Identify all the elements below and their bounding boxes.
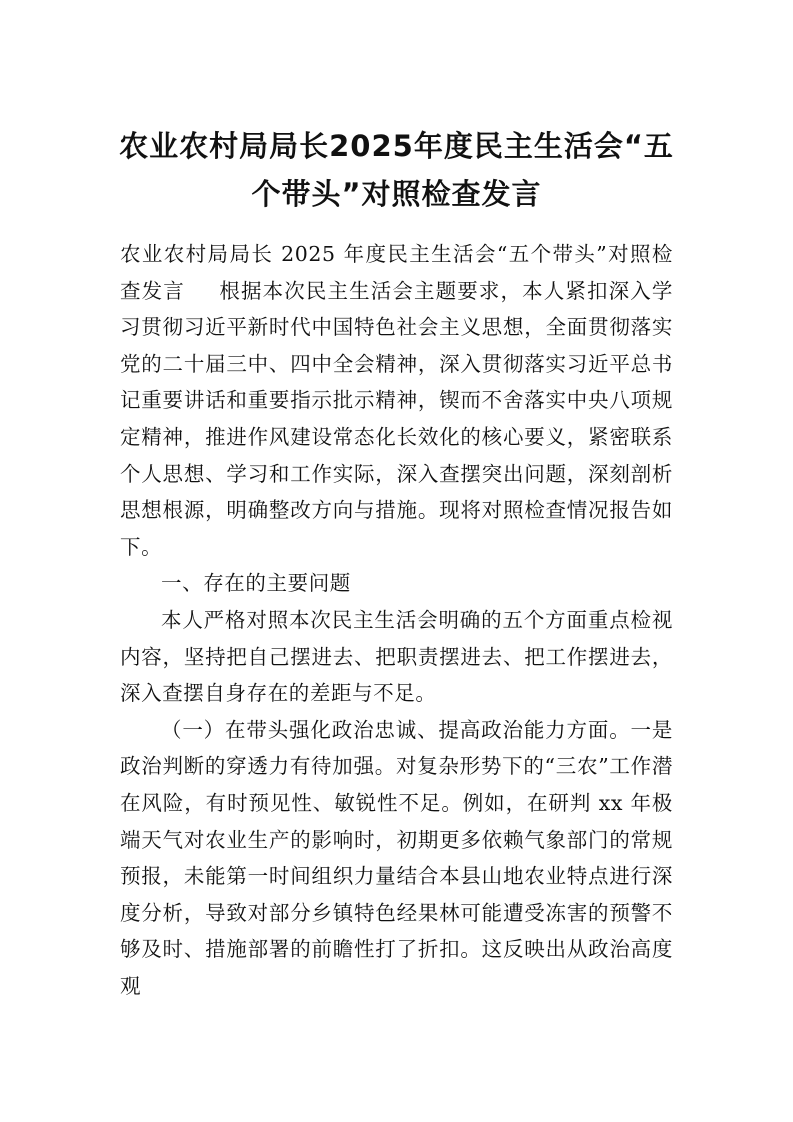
section-1-heading: 一、存在的主要问题 bbox=[161, 571, 351, 596]
document-body bbox=[120, 236, 673, 1004]
section-1-paragraph: 本人严格对照本次民主生活会明确的五个方面重点检视内容，坚持把自己摆进去、把职责摆进去、把工作摆进去，深入查摆自身存在的差距与不足。 bbox=[120, 607, 673, 706]
intro-paragraph bbox=[120, 236, 673, 565]
subsection-1-paragraph: （一）在带头强化政治忠诚、提高政治能力方面。一是政治判断的穿透力有待加强。对复杂形势下的“三农”工作潜在风险，有时预见性、敏锐性不足。例如，在研判 xx 年极端天气对农业生产的影响时，初期更多依赖气象部门的常规预报，未能第一时间组织力量结合本县山地农业特点进行深度分析，导致对部分乡镇特色经果林可能遭受冻害的预警不够及时、措施部署的前瞻性打了折扣。这反映出从政治高度观 bbox=[120, 717, 673, 998]
document-title: 农业农村局局长2025年度民主生活会“五个带头”对照检查发言 bbox=[119, 129, 674, 211]
intro-heading: 农业农村局局长 2025 年度民主生活会“五个带头”对照检查发言 bbox=[120, 242, 673, 303]
intro-body: 根据本次民主生活会主题要求，本人紧扣深入学习贯彻习近平新时代中国特色社会主义思想，全面贯彻落实党的二十届三中、四中全会精神，深入贯彻落实习近平总书记重要讲话和重要指示批示精神，锲而不舍落实中央八项规定精神，推进作风建设常态化长效化的核心要义，紧密联系个人思想、学习和工作实际，深入查摆突出问题，深刻剖析思想根源，明确整改方向与措施。现将对照检查情况报告如下。 bbox=[120, 278, 673, 559]
